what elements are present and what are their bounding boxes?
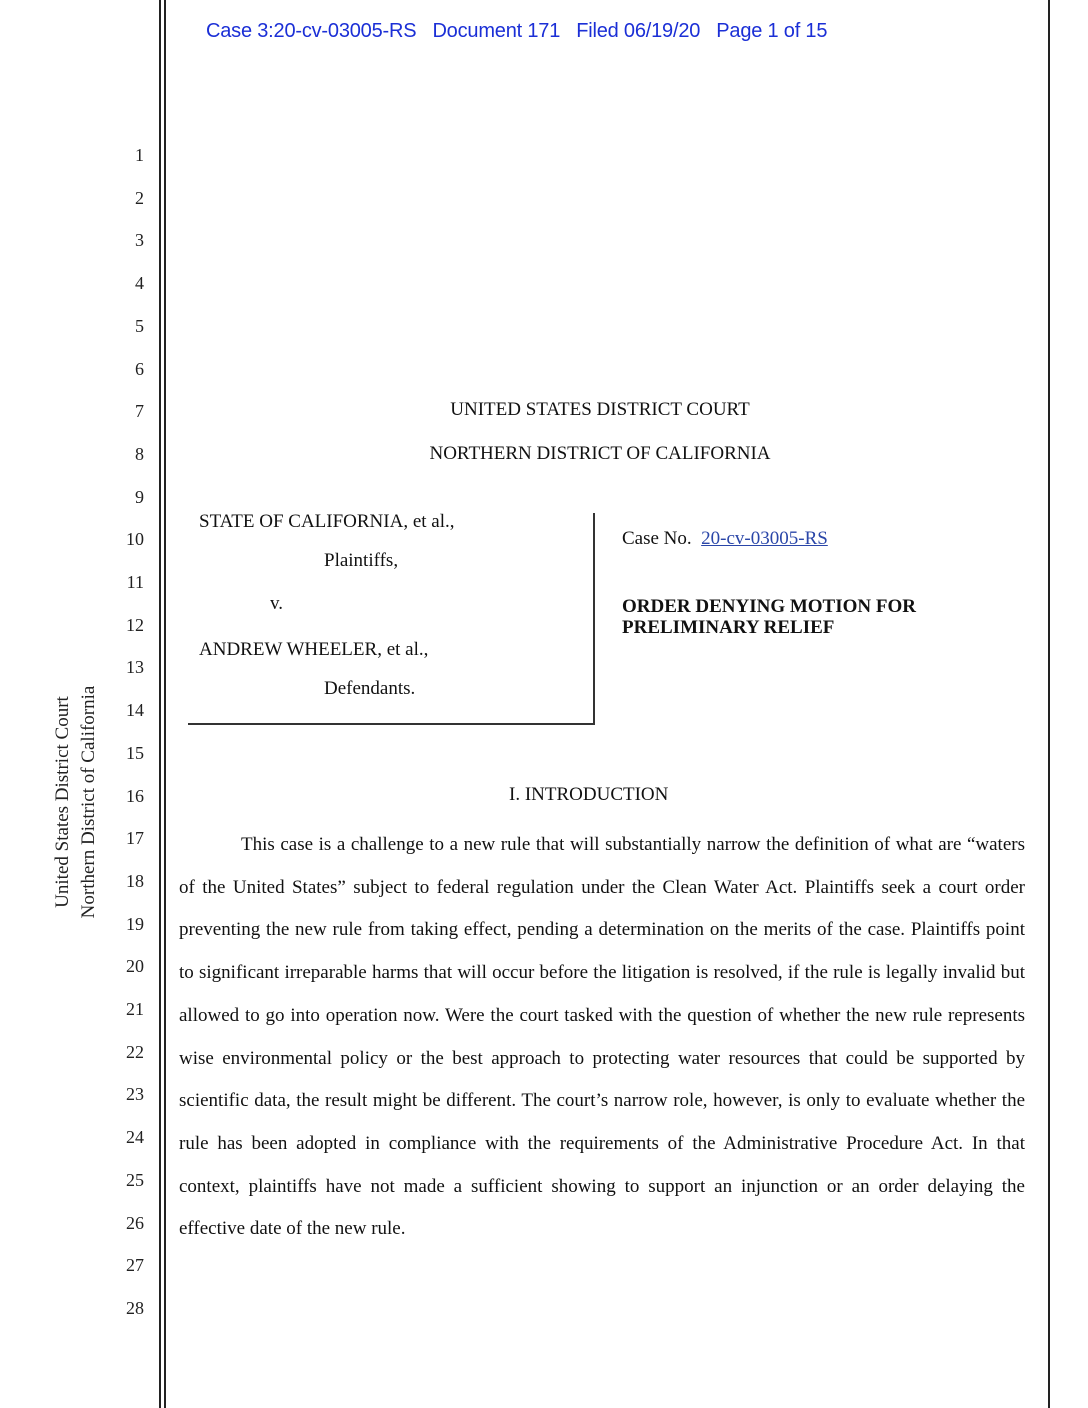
line-number: 6 [135, 358, 144, 379]
section-heading: I. INTRODUCTION [509, 784, 669, 805]
header-page-count: Page 1 of 15 [716, 20, 828, 42]
line-number: 18 [126, 870, 144, 891]
side-court-label [50, 592, 102, 1012]
line-number: 21 [126, 999, 144, 1019]
right-margin-rule [1048, 0, 1050, 1408]
line-number: 27 [126, 1255, 144, 1276]
plaintiff-name: STATE OF CALIFORNIA, et al., [199, 511, 455, 532]
header-document-number: Document 171 [432, 20, 561, 42]
header-case-number: Case 3:20-cv-03005-RS [206, 20, 417, 42]
line-number: 12 [126, 614, 144, 635]
line-number: 2 [135, 187, 144, 208]
line-number: 8 [135, 443, 144, 464]
order-title-line-2: PRELIMINARY RELIEF [622, 617, 835, 638]
line-number: 9 [135, 486, 144, 507]
line-number: 14 [126, 700, 144, 721]
line-number: 4 [135, 273, 144, 294]
line-number: 19 [126, 913, 144, 934]
case-number-link[interactable]: 20-cv-03005-RS [701, 528, 828, 549]
line-number: 22 [126, 1041, 144, 1062]
side-label-line-2: Northern District of California [78, 685, 99, 919]
case-number-line [622, 528, 828, 550]
line-number: 20 [126, 956, 144, 977]
line-number: 28 [126, 1297, 144, 1318]
line-number: 26 [126, 1212, 144, 1233]
case-number-label: Case No. [622, 528, 692, 549]
line-number: 13 [126, 657, 144, 678]
line-number: 1 [135, 145, 144, 165]
line-number: 15 [126, 742, 144, 763]
line-number: 24 [126, 1127, 144, 1148]
left-margin-rule-outer [159, 0, 161, 1408]
court-district: NORTHERN DISTRICT OF CALIFORNIA [429, 443, 771, 464]
line-number: 7 [135, 401, 144, 422]
versus: v. [270, 593, 284, 614]
header-filed-date: Filed 06/19/20 [576, 20, 701, 42]
line-number: 10 [126, 529, 144, 550]
defendant-role: Defendants. [324, 678, 416, 699]
side-label-line-1: United States District Court [52, 696, 73, 908]
line-number: 25 [126, 1169, 144, 1190]
line-number: 17 [126, 828, 144, 849]
line-number: 11 [126, 572, 144, 592]
defendant-name: ANDREW WHEELER, et al., [199, 639, 429, 660]
introduction-paragraph: This case is a challenge to a new rule that will substantially narrow the definition of what are “waters of the United States” subject to federal regulation under the Clean Water Act. Plaintiffs seek a court order preventing the new rule from taking effect, pending a determination on the merits of the case. Plaintiffs point to significant irreparable harms that will occur before the litigation is resolved, if the rule is legally invalid but allowed to go into operation now. Were the court tasked with the question of whether the new rule represents wise environmental policy or the best approach to protecting water resources that could be supported by scientific data, the result might be different. The court’s narrow role, however, is only to evaluate whether the rule has been adopted in compliance with the requirements of the Administrative Procedure Act. In that context, plaintiffs have not made a sufficient showing to support an injunction or an order delaying the effective date of the new rule. [179, 834, 1025, 1240]
order-title-line-1: ORDER DENYING MOTION FOR [622, 596, 916, 617]
ecf-header [206, 20, 827, 43]
plaintiff-role: Plaintiffs, [324, 550, 399, 571]
court-name: UNITED STATES DISTRICT COURT [450, 399, 750, 420]
line-number: 16 [126, 785, 144, 806]
line-number: 23 [126, 1084, 144, 1105]
line-number: 5 [135, 315, 144, 336]
line-number: 3 [135, 230, 144, 251]
left-margin-rule-inner [164, 0, 166, 1408]
